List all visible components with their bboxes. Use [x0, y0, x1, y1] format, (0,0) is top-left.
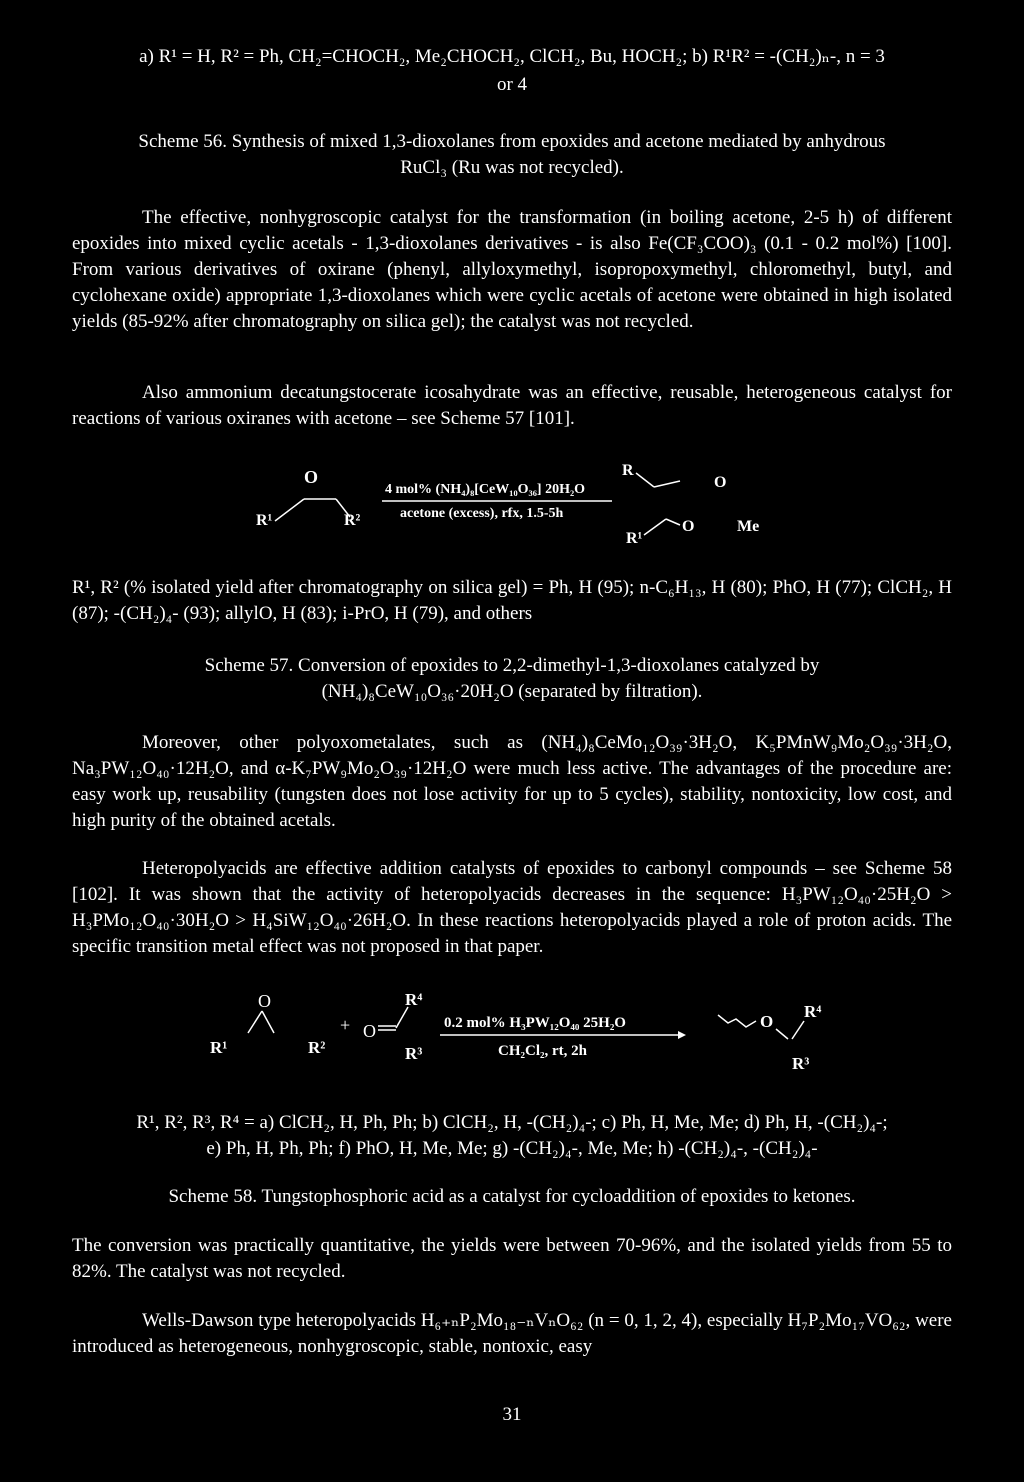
scheme57-yields-note: R¹, R² (% isolated yield after chromatography on silica gel) = Ph, H (95); n-C₆H₁₃, H (80); PhO, H (77); ClCH₂, H (87); -(CH₂)₄- (93); allylO, H (83); i-PrO, H (79), and others: [72, 577, 952, 624]
scheme58-plus: +: [340, 1015, 351, 1035]
scheme56-substituents-line2: or 4: [496, 74, 528, 95]
scheme58-product-o: O: [760, 1012, 774, 1031]
scheme57-epoxide-bond-left: [275, 499, 304, 521]
paragraph-decatungstocerate: Also ammonium decatungstocerate icosahydrate was an effective, reusable, heterogeneous catalyst for reactions of various oxiranes with acetone – see Scheme 57 [101].: [72, 382, 952, 429]
scheme57-caption-line2: (NH₄)₈CeW₁₀O₃₆·20H₂O (separated by filtration).: [321, 681, 703, 702]
paragraph-polyoxometalates: Moreover, other polyoxometalates, such as (NH₄)₈CeMo₁₂O₃₉·3H₂O, K₅PMnW₉Mo₂O₃₉·3H₂O, Na₃PW₁₂O₄₀·12H₂O, and α-K₇PW₉Mo₂O₃₉·12H₂O were much less active. The advantages of the procedure are: easy work up, reusability (tungsten does not lose activity for up to 5 cycles), stability, nontoxicity, low cost, and high purity of the obtained acetals.: [72, 732, 952, 831]
scheme58-caption: Scheme 58. Tungstophosphoric acid as a catalyst for cycloaddition of epoxides to ketones.: [168, 1186, 856, 1207]
scheme57-condition-top: 4 mol% (NH₄)₈[CeW₁₀O₃₆] 20H₂O: [385, 482, 586, 497]
scheme56-caption-line2: RuCl₃ (Ru was not recycled).: [400, 157, 624, 178]
scheme58-condition-top: 0.2 mol% H₃PW₁₂O₄₀ 25H₂O: [444, 1015, 626, 1031]
scheme57-product-bond4: [666, 519, 680, 525]
scheme58-epoxide-bond-left: [248, 1011, 262, 1033]
scheme58-epoxide-o: O: [258, 991, 271, 1011]
scheme58-product-bond1: [776, 1029, 788, 1039]
scheme58-product-chain: [718, 1015, 756, 1027]
paragraph-conversion: The conversion was practically quantitative, the yields were between 70-96%, and the isolated yields from 55 to 82%. The catalyst was not recycled.: [72, 1235, 952, 1282]
scheme57-product-bond2: [654, 481, 680, 487]
scheme58-ketone-o: O: [363, 1021, 376, 1041]
scheme58-epoxide-bond-right: [262, 1011, 274, 1033]
scheme58-r1: R¹: [210, 1038, 228, 1057]
scheme57-epoxide-o: O: [304, 467, 319, 487]
scheme56-substituents-line1: a) R¹ = H, R² = Ph, CH₂=CHOCH₂, Me₂CHOCH₂, ClCH₂, Bu, HOCH₂; b) R¹R² = -(CH₂)ₙ-, n = 3: [139, 46, 885, 67]
paragraph-fe-catalyst: The effective, nonhygroscopic catalyst for the transformation (in boiling acetone, 2-5 h) of different epoxides into mixed cyclic acetals - 1,3-dioxolanes derivatives - is also Fe(CF₃COO)₃ (0.1 - 0.2 mol%) [100]. From various derivatives of oxirane (phenyl, allyloxymethyl, isopropoxymethyl, chloromethyl, butyl, and cyclohexane oxide) appropriate 1,3-dioxolanes which were cyclic acetals of acetone were obtained in high isolated yields (85-92% after chromatography on silica gel); the catalyst was not recycled.: [72, 207, 952, 332]
scheme58-r4: R⁴: [405, 990, 423, 1009]
scheme58-arrowhead: [678, 1031, 686, 1039]
scheme57-caption-line1: Scheme 57. Conversion of epoxides to 2,2-dimethyl-1,3-dioxolanes catalyzed by: [204, 655, 820, 676]
scheme58-ketone-bond-r4: [396, 1007, 408, 1028]
scheme57-r2: R²: [344, 512, 361, 529]
scheme58-product-r4: R⁴: [804, 1002, 822, 1021]
scheme57-condition-bottom: acetone (excess), rfx, 1.5-5h: [400, 506, 564, 521]
scheme57-product-o1: O: [714, 474, 727, 491]
scheme57-reaction: [240, 455, 800, 565]
scheme58-reaction: [200, 985, 840, 1085]
page-number: 31: [502, 1404, 522, 1425]
scheme57-product-bond1: [636, 473, 654, 487]
paragraph-wells-dawson: Wells-Dawson type heteropolyacids H₆₊ₙP₂Mo₁₈₋ₙVₙO₆₂ (n = 0, 1, 2, 4), especially H₇P₂Mo₁₇VO₆₂, were introduced as heterogeneous, nonhygroscopic, stable, nontoxic, easy: [72, 1310, 952, 1357]
scheme58-condition-bottom: CH₂Cl₂, rt, 2h: [498, 1043, 587, 1059]
paragraph-heteropolyacids: Heteropolyacids are effective addition catalysts of epoxides to carbonyl compounds – see Scheme 58 [102]. It was shown that the activity of heteropolyacids decreases in the sequence: H₃PW₁₂O₄₀·25H₂O > H₃PMo₁₂O₄₀·30H₂O > H₄SiW₁₂O₄₀·26H₂O. In these reactions heteropolyacids played a role of proton acids. The specific transition metal effect was not proposed in that paper.: [72, 858, 952, 957]
scheme58-substituents-line2: e) Ph, H, Ph, Ph; f) PhO, H, Me, Me; g) -(CH₂)₄-, Me, Me; h) -(CH₂)₄-, -(CH₂)₄-: [206, 1138, 818, 1159]
scheme57-product-r: R: [622, 462, 634, 479]
scheme57-product-me: Me: [737, 518, 760, 535]
scheme56-caption-line1: Scheme 56. Synthesis of mixed 1,3-dioxolanes from epoxides and acetone mediated by anhydrous: [138, 131, 886, 152]
scheme58-substituents-line1: R¹, R², R³, R⁴ = a) ClCH₂, H, Ph, Ph; b) ClCH₂, H, -(CH₂)₄-; c) Ph, H, Me, Me; d) Ph, H, -(CH₂)₄-;: [136, 1112, 888, 1133]
scheme57-product-bond3: [644, 519, 666, 535]
scheme57-r1: R¹: [256, 512, 273, 529]
scheme57-product-r1: R¹: [626, 530, 643, 547]
scheme58-product-bond2: [792, 1021, 804, 1039]
scheme57-product-o2: O: [682, 518, 695, 535]
scheme58-product-r3: R³: [792, 1054, 810, 1073]
scheme58-r2: R²: [308, 1038, 326, 1057]
scheme58-r3: R³: [405, 1044, 423, 1063]
